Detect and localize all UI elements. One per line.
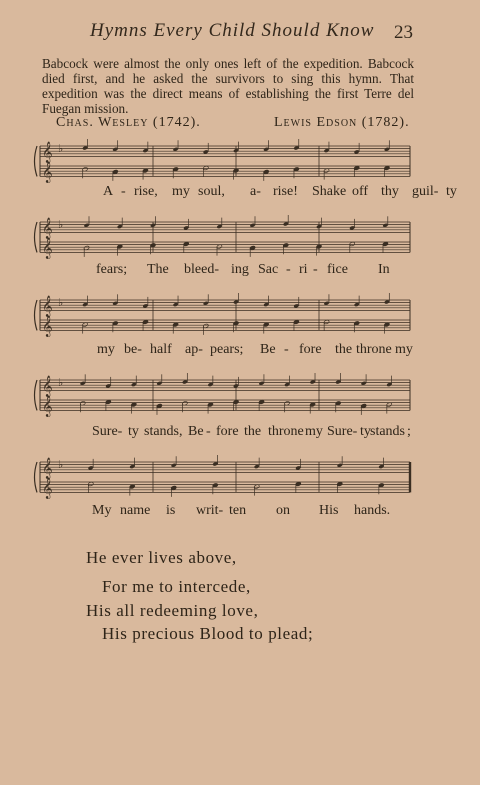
treble-clef-icon: 𝄞 bbox=[42, 478, 53, 499]
syllable: ap- bbox=[185, 342, 203, 357]
staff-lines bbox=[35, 380, 411, 410]
music-system-4 bbox=[0, 372, 480, 432]
lyric-line-3 bbox=[0, 342, 480, 360]
flat-icon: ♭ bbox=[58, 458, 64, 471]
syllable: a- bbox=[250, 184, 261, 199]
syllable: rise, bbox=[134, 184, 158, 199]
syllable: my bbox=[97, 342, 115, 357]
treble-clef-icon: 𝄞 bbox=[42, 142, 53, 163]
lyric-line-4 bbox=[0, 424, 480, 442]
syllable: Shake bbox=[312, 184, 347, 199]
syllable: writ- bbox=[196, 503, 224, 518]
syllable: bleed- bbox=[184, 262, 219, 277]
lyric-line-2 bbox=[0, 262, 480, 280]
staff-lines bbox=[35, 146, 411, 176]
staff-lines bbox=[35, 300, 411, 330]
syllable: ty bbox=[446, 184, 457, 199]
syllable: ; bbox=[407, 424, 411, 439]
treble-clef-icon: 𝄞 bbox=[42, 458, 53, 479]
syllable: throne bbox=[356, 342, 392, 357]
hymn-credits bbox=[0, 115, 480, 135]
syllable: In bbox=[378, 262, 390, 277]
flat-icon: ♭ bbox=[58, 296, 64, 309]
syllable: stands bbox=[370, 424, 405, 439]
treble-clef-icon: 𝄞 bbox=[42, 162, 53, 183]
syllable: ty bbox=[128, 424, 139, 439]
treble-clef-icon: 𝄞 bbox=[42, 316, 53, 337]
intro-paragraph: Babcock were almost the only ones left of the expedition. Babcock died first, and he asked the survivors to sing this hymn. That expedition was the direct means of establishing the first Terre del Fuegan mission. bbox=[42, 56, 414, 116]
syllable: name bbox=[120, 503, 151, 518]
syllable: half bbox=[150, 342, 172, 357]
flat-icon: ♭ bbox=[58, 142, 64, 155]
syllable: Be bbox=[188, 424, 204, 439]
syllable: ty bbox=[360, 424, 371, 439]
syllable: ten bbox=[229, 503, 247, 518]
syllable: be- bbox=[124, 342, 142, 357]
syllable: The bbox=[147, 262, 169, 277]
syllable: fore bbox=[299, 342, 322, 357]
syllable: - bbox=[313, 262, 318, 277]
flat-icon: ♭ bbox=[58, 218, 64, 231]
treble-clef-icon: 𝄞 bbox=[42, 218, 53, 239]
syllable: stands, bbox=[144, 424, 183, 439]
syllable: off bbox=[352, 184, 369, 199]
syllable: ing bbox=[231, 262, 249, 277]
syllable: is bbox=[166, 503, 176, 518]
syllable: - bbox=[286, 262, 291, 277]
treble-clef-icon: 𝄞 bbox=[42, 296, 53, 317]
verse-line: His all redeeming love, bbox=[86, 601, 259, 620]
syllable: A bbox=[103, 184, 114, 199]
page-number: 23 bbox=[394, 22, 413, 43]
lyric-line-5 bbox=[0, 503, 480, 521]
staff-notation-4 bbox=[0, 372, 480, 432]
lyricist-credit: Chas. Wesley (1742). bbox=[56, 115, 201, 130]
verse-stanza bbox=[0, 548, 480, 658]
syllable: - bbox=[284, 342, 289, 357]
syllable: Sure- bbox=[327, 424, 358, 439]
syllable: pears; bbox=[210, 342, 244, 357]
syllable: throne bbox=[268, 424, 304, 439]
syllable: His bbox=[319, 503, 339, 518]
syllable: on bbox=[276, 503, 290, 518]
lyric-line-1 bbox=[0, 184, 480, 202]
treble-clef-icon: 𝄞 bbox=[42, 396, 53, 417]
syllable: Sure- bbox=[92, 424, 123, 439]
syllable: thy bbox=[381, 184, 399, 199]
syllable: hands. bbox=[354, 503, 391, 518]
verse-line: He ever lives above, bbox=[86, 548, 237, 567]
syllable: ri bbox=[299, 262, 308, 277]
syllable: - bbox=[121, 184, 126, 199]
syllable: soul, bbox=[198, 184, 225, 199]
syllable: the bbox=[335, 342, 353, 357]
syllable: Sac bbox=[258, 262, 279, 277]
syllable: Be bbox=[260, 342, 276, 357]
running-title: Hymns Every Child Should Know bbox=[90, 20, 375, 41]
syllable: fore bbox=[216, 424, 239, 439]
composer-credit: Lewis Edson (1782). bbox=[274, 115, 410, 130]
syllable: My bbox=[92, 503, 112, 518]
flat-icon: ♭ bbox=[58, 376, 64, 389]
syllable: fears; bbox=[96, 262, 128, 277]
verse-line: His precious Blood to plead; bbox=[102, 624, 314, 643]
treble-clef-icon: 𝄞 bbox=[42, 376, 53, 397]
verse-line: For me to intercede, bbox=[102, 577, 251, 596]
syllable: fice bbox=[327, 262, 348, 277]
syllable: - bbox=[206, 424, 211, 439]
syllable: my bbox=[305, 424, 323, 439]
treble-clef-icon: 𝄞 bbox=[42, 238, 53, 259]
syllable: rise! bbox=[273, 184, 298, 199]
syllable: my bbox=[395, 342, 413, 357]
syllable: the bbox=[244, 424, 262, 439]
syllable: guil- bbox=[412, 184, 439, 199]
syllable: my bbox=[172, 184, 190, 199]
